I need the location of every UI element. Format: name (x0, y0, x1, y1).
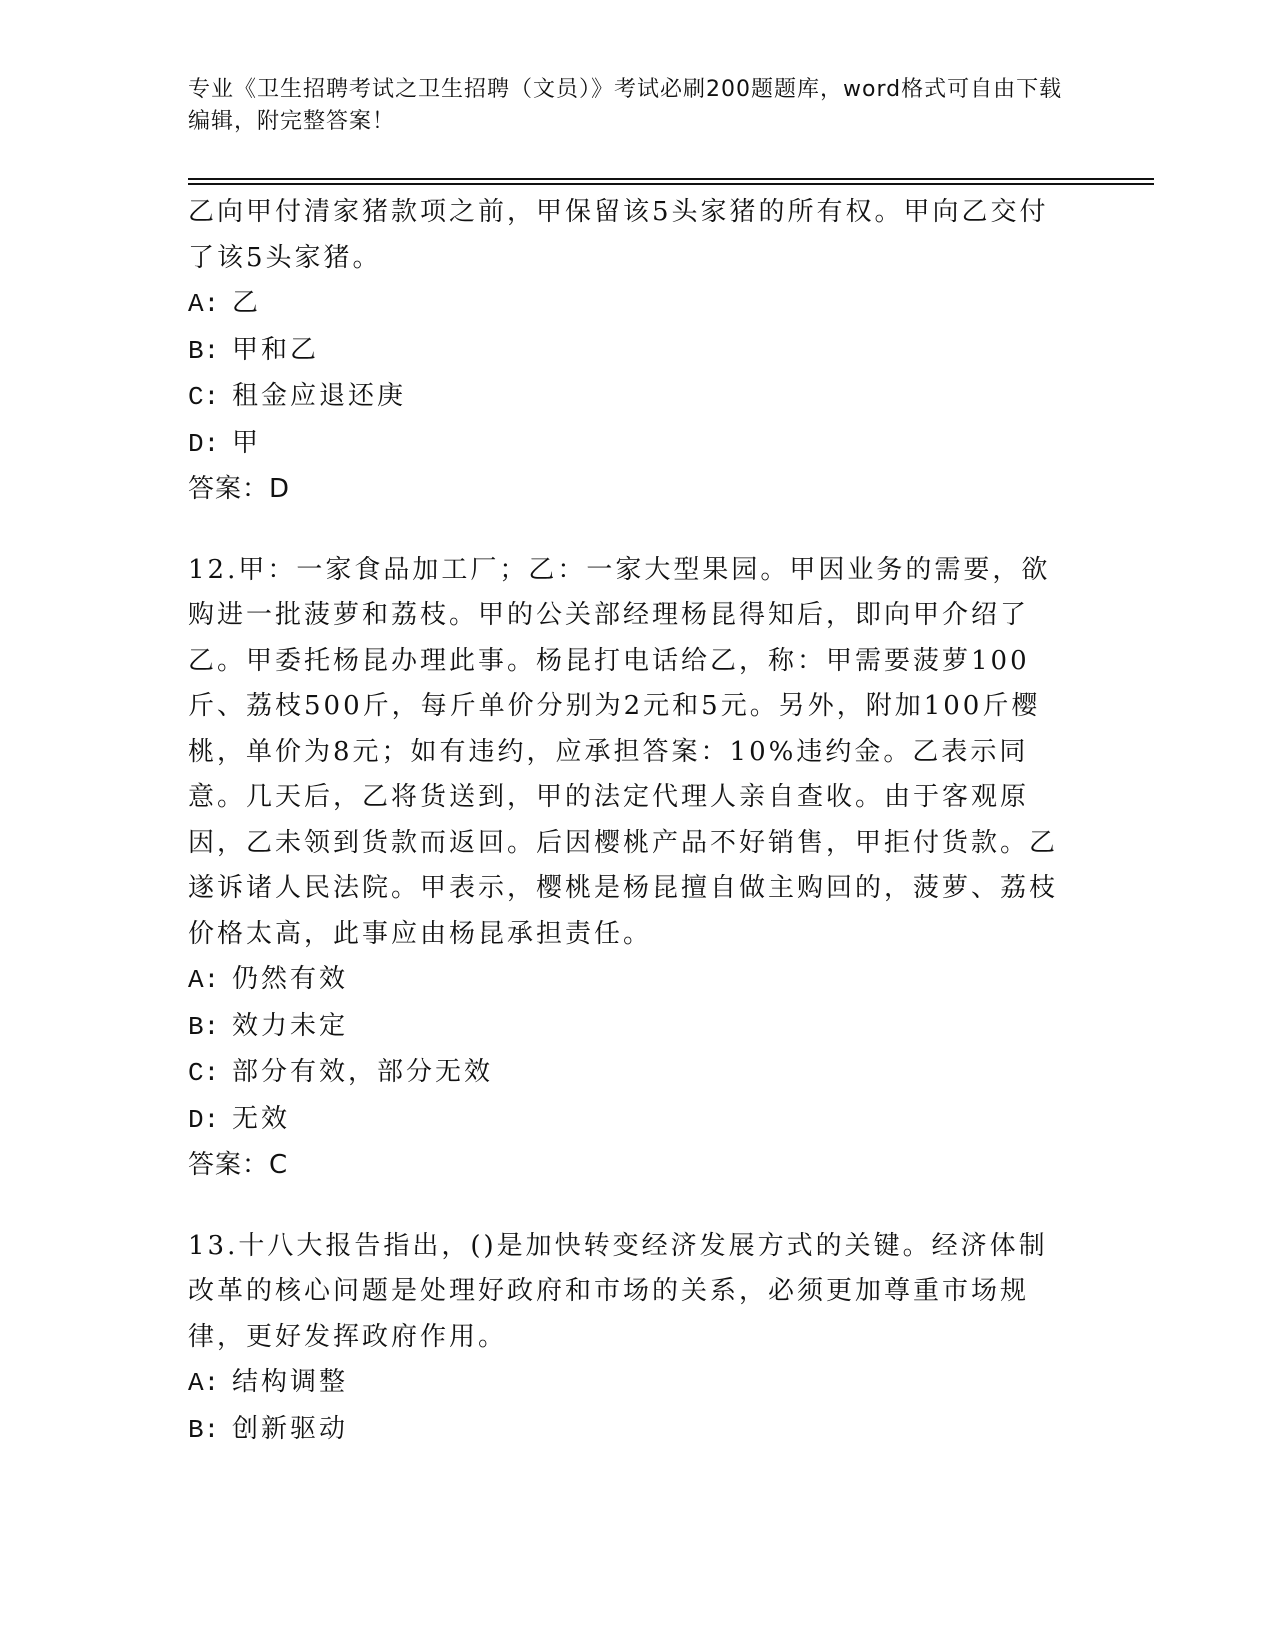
question-12-option-c (188, 1050, 1068, 1097)
option-letter: D: (188, 1104, 220, 1135)
question-13-option-b (188, 1407, 1068, 1454)
option-text: 甲 (232, 427, 262, 458)
question-11-continuation: 乙向甲付清家猪款项之前，甲保留该5头家猪的所有权。甲向乙交付了该5头家猪。 (188, 197, 1049, 273)
option-text: 效力未定 (232, 1010, 349, 1041)
option-text: 乙 (232, 288, 262, 318)
option-letter: A: (188, 289, 220, 319)
option-letter: D: (188, 428, 220, 459)
question-11-option-c (188, 374, 1068, 421)
question-13 (188, 1224, 1068, 1454)
option-letter: B: (188, 1011, 220, 1042)
question-12-answer: 答案：C (188, 1150, 289, 1180)
option-text: 创新驱动 (232, 1413, 349, 1444)
option-letter: A: (188, 1368, 220, 1398)
question-12-stem: 12.甲：一家食品加工厂；乙：一家大型果园。甲因业务的需要，欲购进一批菠萝和荔枝。甲的公关部经理杨昆得知后，即向甲介绍了乙。甲委托杨昆办理此事。杨昆打电话给乙，称：甲需要菠萝100斤、荔枝500斤，每斤单价分别为2元和5元。另外，附加100斤樱桃，单价为8元；如有违约，应承担答案：10%违约金。乙表示同意。几天后，乙将货送到，甲的法定代理人亲自查收。由于客观原因，乙未领到货款而返回。后因樱桃产品不好销售，甲拒付货款。乙遂诉诸人民法院。甲表示，樱桃是杨昆擅自做主购回的，菠萝、荔枝价格太高，此事应由杨昆承担责任。 (188, 554, 1059, 949)
option-text: 仍然有效 (232, 964, 349, 994)
option-letter: C: (188, 382, 220, 412)
option-text: 无效 (232, 1103, 291, 1134)
question-12-option-a (188, 957, 1068, 1004)
header-rule-bottom (188, 183, 1154, 185)
option-letter: B: (188, 1414, 220, 1445)
question-13-stem: 13.十八大报告指出，()是加快转变经济发展方式的关键。经济体制改革的核心问题是处理好政府和市场的关系，必须更加尊重市场规律，更好发挥政府作用。 (188, 1230, 1048, 1352)
question-11-option-b (188, 328, 1068, 375)
option-text: 结构调整 (232, 1367, 349, 1397)
question-11-option-d (188, 421, 1068, 468)
option-text: 部分有效，部分无效 (232, 1057, 494, 1087)
option-letter: C: (188, 1058, 220, 1088)
question-12-option-b (188, 1004, 1068, 1051)
header-rule-top (188, 178, 1154, 180)
option-letter: A: (188, 965, 220, 995)
page-header: 专业《卫生招聘考试之卫生招聘（文员）》考试必刷200题题库，word格式可自由下载编辑，附完整答案！ (188, 77, 1063, 134)
question-12 (188, 548, 1068, 1189)
question-11-option-a (188, 281, 1068, 328)
option-text: 甲和乙 (232, 334, 320, 365)
question-13-option-a (188, 1360, 1068, 1407)
question-11 (188, 190, 1068, 513)
question-11-answer: 答案：D (188, 474, 291, 504)
option-letter: B: (188, 335, 220, 366)
question-12-option-d (188, 1097, 1068, 1144)
option-text: 租金应退还庚 (232, 381, 407, 411)
document-body (188, 190, 1068, 1453)
